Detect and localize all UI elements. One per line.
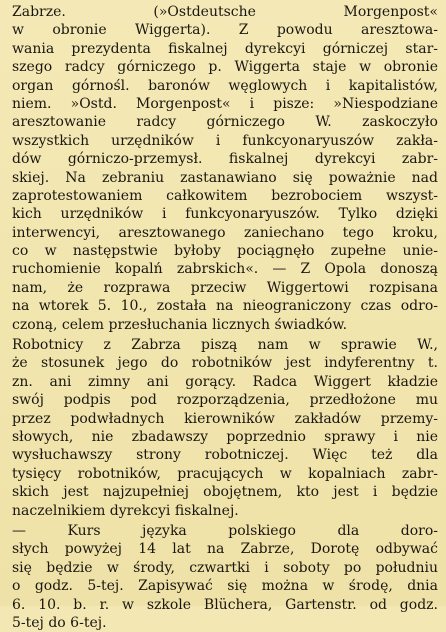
text-line: wszystkich urzędników i funkcyonaryuszów zakła- — [12, 132, 438, 149]
text-line: skich jest najzupełniej obojętnem, kto jest i będzie — [12, 484, 438, 501]
text-line: Zabrze. (»Ostdeutsche Morgenpost« — [12, 4, 438, 20]
text-line: w obronie Wiggerta). Z powodu aresztowa- — [12, 22, 438, 39]
text-line: 6. 10. b. r. w szkole Blüchera, Gartenstr. od godz. — [12, 596, 438, 613]
text-line: wania prezydenta fiskalnej dyrekcyi górniczej star- — [12, 40, 438, 57]
text-line: na wtorek 5. 10., została na nieograniczony czas odro- — [12, 298, 438, 315]
text-line: słych powyżej 14 lat na Zabrze, Dorotę odbywać — [12, 541, 438, 558]
text-line: aresztowanie radcy górniczego W. zaskoczyło — [12, 114, 438, 131]
text-line: szego radcy górniczego p. Wiggerta staje w obronie — [12, 59, 438, 76]
text-line: co w następstwie byłoby pociągnęło zupełne unie- — [12, 243, 438, 260]
text-line: czoną, celem przesłuchania licznych świadków. — [12, 316, 348, 333]
paragraph-wiggert-arrest — [12, 3, 438, 334]
text-line: organ górnośl. baronów węglowych i kapitalistów, — [12, 77, 438, 94]
paragraph-workers-letter — [12, 336, 438, 520]
text-line: kich urzędników i funkcyonaryuszów. Tylko dzięki — [12, 206, 438, 223]
text-line: się będzie w środy, czwartki i soboty po południu — [12, 559, 438, 576]
text-line: słowych, nie zbadawszy poprzednio sprawy i nie — [12, 428, 438, 445]
text-line: zn. ani zimny ani gorący. Radca Wiggert kładzie — [12, 373, 438, 390]
text-line: ruchomienie kopalń zabrskich«. — Z Opola donoszą — [12, 261, 438, 278]
text-line: niem. »Ostd. Morgenpost« i pisze: »Niespodziane — [12, 95, 438, 112]
text-line: swój podpis pod rozporządzenia, przedłożone mu — [12, 392, 438, 409]
text-line: wysłuchawszy strony robotniczej. Więc też dla — [12, 447, 438, 464]
text-line: dów górniczo-przemysł. fiskalnej dyrekcyi zabr- — [12, 151, 438, 168]
text-line: nam, że rozprawa przeciw Wiggertowi rozpisana — [12, 279, 438, 296]
text-line: zaprotestowaniem całkowitem bezrobociem wszyst- — [12, 187, 438, 204]
paragraph-polish-course — [12, 522, 438, 632]
text-line: naczelnikiem dyrekcyi fiskalnej. — [12, 502, 239, 519]
text-line: interwencyi, aresztowanego zaniechano tego kroku, — [12, 224, 438, 241]
text-line: że stosunek jego do robotników jest indyferentny t. — [12, 355, 438, 372]
text-line: — Kurs języka polskiego dla doro- — [12, 522, 438, 539]
text-line: o godz. 5-tej. Zapisywać się można w środę, dnia — [12, 578, 438, 595]
text-line: skiej. Na zebraniu zastanawiano się poważnie nad — [12, 169, 438, 186]
text-line: tysięcy robotników, pracujących w kopalniach zabr- — [12, 465, 438, 482]
text-line: Robotnicy z Zabrza piszą nam w sprawie W., — [12, 337, 438, 354]
text-line: 5-tej do 6-tej. — [12, 614, 107, 631]
text-line: przez podwładnych kierowników zakładów przemy- — [12, 410, 438, 427]
